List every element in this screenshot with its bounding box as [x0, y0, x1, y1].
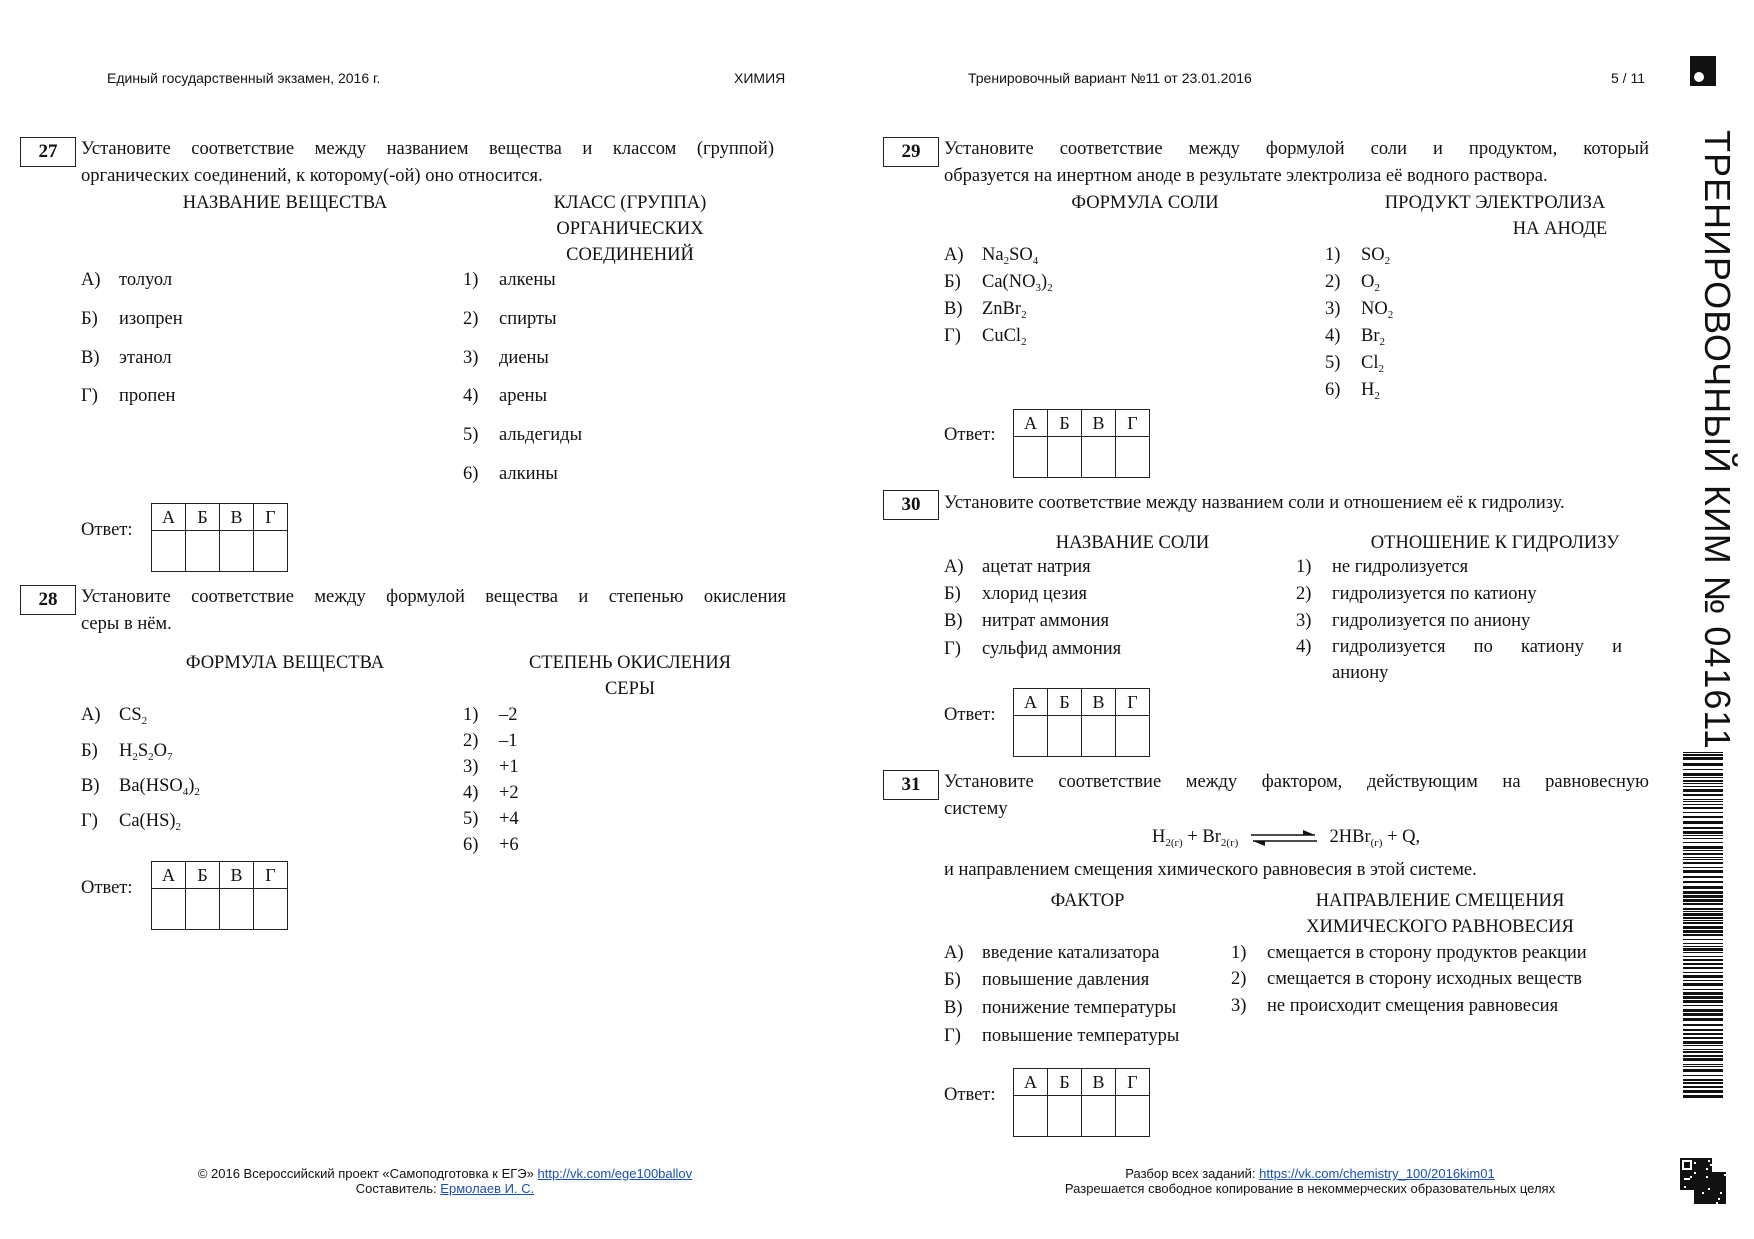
answer-label: Ответ:	[81, 878, 133, 898]
header-exam-title: Единый государственный экзамен, 2016 г.	[107, 70, 381, 86]
list-item: 1) $SO_2$	[1325, 245, 1391, 267]
answer-cell[interactable]	[1082, 437, 1116, 478]
list-item: 3) не происходит смещения равновесия	[1231, 996, 1559, 1016]
question-text: Установите соответствие между названием вещества и классом (группой)	[81, 139, 774, 159]
footer-right: Разбор всех заданий: https://vk.com/chemistry_100/2016kim01 Разрешается свободное копирование в некоммерческих образовательных целях	[1064, 1166, 1556, 1196]
list-item: 3) +1	[463, 757, 519, 777]
answer-cell[interactable]	[1014, 1096, 1048, 1137]
project-link[interactable]: http://vk.com/ege100ballov	[537, 1166, 693, 1181]
right-column-heading: КЛАСС (ГРУППА) ОРГАНИЧЕСКИХ СОЕДИНЕНИЙ	[553, 193, 707, 265]
list-item: 5) +4	[463, 809, 519, 829]
answer-cell[interactable]	[186, 531, 220, 572]
answer-col-g: Г	[254, 504, 288, 531]
question-text: Установите соответствие между названием соли и отношением её к гидролизу.	[944, 493, 1565, 513]
list-item: В) понижение температуры	[944, 998, 1177, 1018]
question-text: Установите соответствие между фактором, действующим на равновесную	[944, 772, 1649, 792]
answer-cell[interactable]	[1082, 1096, 1116, 1137]
answer-table	[151, 861, 288, 930]
list-item: Г) пропен	[81, 386, 176, 406]
left-column-heading: ФОРМУЛА СОЛИ	[1071, 193, 1219, 213]
answer-col-a: А	[152, 862, 186, 889]
left-column-heading: НАЗВАНИЕ ВЕЩЕСТВА	[182, 193, 388, 213]
answer-col-g: Г	[1116, 1069, 1150, 1096]
right-column-heading: НАПРАВЛЕНИЕ СМЕЩЕНИЯ ХИМИЧЕСКОГО РАВНОВЕСИЯ	[1306, 891, 1574, 937]
answer-cell[interactable]	[186, 889, 220, 930]
list-item: 4) $Br_2$	[1325, 326, 1385, 348]
list-item: Г) CuCl$_2$	[944, 326, 1027, 348]
question-number: 31	[883, 770, 939, 800]
left-column-heading: НАЗВАНИЕ СОЛИ	[1055, 533, 1210, 553]
list-item: Б) $Ca(NO_3)_2$	[944, 272, 1053, 294]
barcode-icon	[1683, 752, 1723, 1100]
list-item: 2) $O_2$	[1325, 272, 1380, 294]
question-text-line2: образуется на инертном аноде в результате электролиза её водного раствора.	[944, 166, 1548, 186]
answer-col-a: А	[1014, 1069, 1048, 1096]
answer-cell[interactable]	[152, 531, 186, 572]
list-item: В) ZnBr$_2$	[944, 299, 1027, 321]
answer-cell[interactable]	[1014, 437, 1048, 478]
list-item: 3) диены	[463, 348, 549, 368]
list-item: А) толуол	[81, 270, 173, 290]
list-item: 3) $NO_2$	[1325, 299, 1394, 321]
answer-cell[interactable]	[1082, 716, 1116, 757]
answer-col-g: Г	[254, 862, 288, 889]
equilibrium-arrow-icon	[1249, 829, 1319, 847]
answer-label: Ответ:	[944, 425, 996, 445]
list-item: Г) $Ca(HS)_2$	[81, 811, 182, 833]
answer-table	[1013, 1068, 1150, 1137]
list-item: Б) $H_2S_2O_7$	[81, 741, 173, 763]
answer-col-v: В	[1082, 689, 1116, 716]
list-item: Г) повышение температуры	[944, 1026, 1180, 1046]
answer-cell[interactable]	[220, 531, 254, 572]
answer-cell[interactable]	[1116, 716, 1150, 757]
answer-col-b: Б	[1048, 1069, 1082, 1096]
footer-left: © 2016 Всероссийский проект «Самоподготовка к ЕГЭ» http://vk.com/ege100ballov Составитель: Ермолаев И. С.	[197, 1166, 693, 1196]
question-number: 27	[20, 137, 76, 167]
qr-code-icon	[1680, 1158, 1726, 1204]
header-page-number: 5 / 11	[1611, 70, 1645, 86]
answer-col-b: Б	[1048, 689, 1082, 716]
list-item: Б) повышение давления	[944, 970, 1150, 990]
answer-cell[interactable]	[220, 889, 254, 930]
list-item: 1) –2	[463, 705, 518, 725]
left-column-heading: ФОРМУЛА ВЕЩЕСТВА	[185, 653, 385, 673]
list-item: 3) гидролизуется по аниону	[1296, 611, 1531, 631]
list-item: 5) $Cl_2$	[1325, 353, 1384, 375]
list-item: 2) смещается в сторону исходных веществ	[1231, 969, 1582, 989]
question-text-line2: серы в нём.	[81, 614, 172, 634]
answer-col-v: В	[220, 862, 254, 889]
answer-table	[1013, 409, 1150, 478]
answer-col-a: А	[152, 504, 186, 531]
list-item: 6) +6	[463, 835, 519, 855]
list-item: 1) алкены	[463, 270, 556, 290]
answer-col-v: В	[1082, 410, 1116, 437]
corner-marker-icon	[1690, 56, 1716, 86]
answer-col-a: А	[1014, 410, 1048, 437]
answer-table	[151, 503, 288, 572]
list-item: Г) сульфид аммония	[944, 639, 1122, 659]
question-text-line3: и направлением смещения химического равновесия в этой системе.	[944, 860, 1477, 880]
answer-col-a: А	[1014, 689, 1048, 716]
answer-col-g: Г	[1116, 689, 1150, 716]
answer-cell[interactable]	[1116, 437, 1150, 478]
answer-label: Ответ:	[944, 705, 996, 725]
question-text: Установите соответствие между формулой соли и продуктом, который	[944, 139, 1649, 159]
list-item: 1) смещается в сторону продуктов реакции	[1231, 943, 1587, 963]
answer-col-v: В	[1082, 1069, 1116, 1096]
answer-cell[interactable]	[254, 889, 288, 930]
answer-cell[interactable]	[1014, 716, 1048, 757]
question-number: 29	[883, 137, 939, 167]
list-item: 2) спирты	[463, 309, 557, 329]
answer-col-b: Б	[1048, 410, 1082, 437]
question-text-line2: органических соединений, к которому(-ой) оно относится.	[81, 166, 543, 186]
answer-cell[interactable]	[1116, 1096, 1150, 1137]
answer-label: Ответ:	[81, 520, 133, 540]
list-item: 4) гидролизуется по катиону и	[1296, 637, 1622, 657]
right-column-heading: ПРОДУКТ ЭЛЕКТРОЛИЗА НА АНОДЕ	[1384, 193, 1608, 239]
list-item: В) нитрат аммония	[944, 611, 1109, 631]
answer-col-g: Г	[1116, 410, 1150, 437]
list-item: В) этанол	[81, 348, 172, 368]
list-item: А) $CS_2$	[81, 705, 148, 727]
answer-cell[interactable]	[1048, 716, 1082, 757]
list-item: Б) изопрен	[81, 309, 183, 329]
list-item: 2) гидролизуется по катиону	[1296, 584, 1537, 604]
list-item: 6) $H_2$	[1325, 380, 1380, 402]
list-item: 4) арены	[463, 386, 548, 406]
right-column-heading: ОТНОШЕНИЕ К ГИДРОЛИЗУ	[1370, 533, 1620, 553]
answer-cell[interactable]	[1048, 437, 1082, 478]
answer-cell[interactable]	[254, 531, 288, 572]
list-item: А) ацетат натрия	[944, 557, 1091, 577]
list-item: 6) алкины	[463, 464, 558, 484]
header-variant: Тренировочный вариант №11 от 23.01.2016	[968, 70, 1252, 86]
right-column-heading: СТЕПЕНЬ ОКИСЛЕНИЯ СЕРЫ	[528, 653, 732, 699]
answer-col-b: Б	[186, 862, 220, 889]
question-number: 30	[883, 490, 939, 520]
answer-col-v: В	[220, 504, 254, 531]
list-item: А) введение катализатора	[944, 943, 1160, 963]
question-number: 28	[20, 585, 76, 615]
header-subject: ХИМИЯ	[734, 70, 786, 86]
answer-label: Ответ:	[944, 1085, 996, 1105]
answer-cell[interactable]	[1048, 1096, 1082, 1137]
list-item: 5) альдегиды	[463, 425, 582, 445]
left-column-heading: ФАКТОР	[1050, 891, 1125, 911]
answer-cell[interactable]	[152, 889, 186, 930]
answer-table	[1013, 688, 1150, 757]
question-text-line2: систему	[944, 799, 1008, 819]
list-item-continuation: аниону	[1332, 663, 1389, 683]
side-title: ТРЕНИРОВОЧНЫЙ КИМ № 041611	[1697, 130, 1738, 750]
list-item: 2) –1	[463, 731, 518, 751]
reaction-equation: $H_{2(г)} + Br_{2(г)}$ 2HBr$_{(г)}$ + Q,	[1152, 827, 1421, 849]
solutions-link[interactable]: https://vk.com/chemistry_100/2016kim01	[1259, 1166, 1495, 1181]
list-item: 4) +2	[463, 783, 519, 803]
list-item: А) $Na_2SO_4$	[944, 245, 1039, 267]
question-text: Установите соответствие между формулой вещества и степенью окисления	[81, 587, 786, 607]
author-link[interactable]: Ермолаев И. С.	[440, 1181, 535, 1196]
answer-col-b: Б	[186, 504, 220, 531]
list-item: В) $Ba(HSO_4)_2$	[81, 776, 200, 798]
list-item: Б) хлорид цезия	[944, 584, 1087, 604]
list-item: 1) не гидролизуется	[1296, 557, 1469, 577]
